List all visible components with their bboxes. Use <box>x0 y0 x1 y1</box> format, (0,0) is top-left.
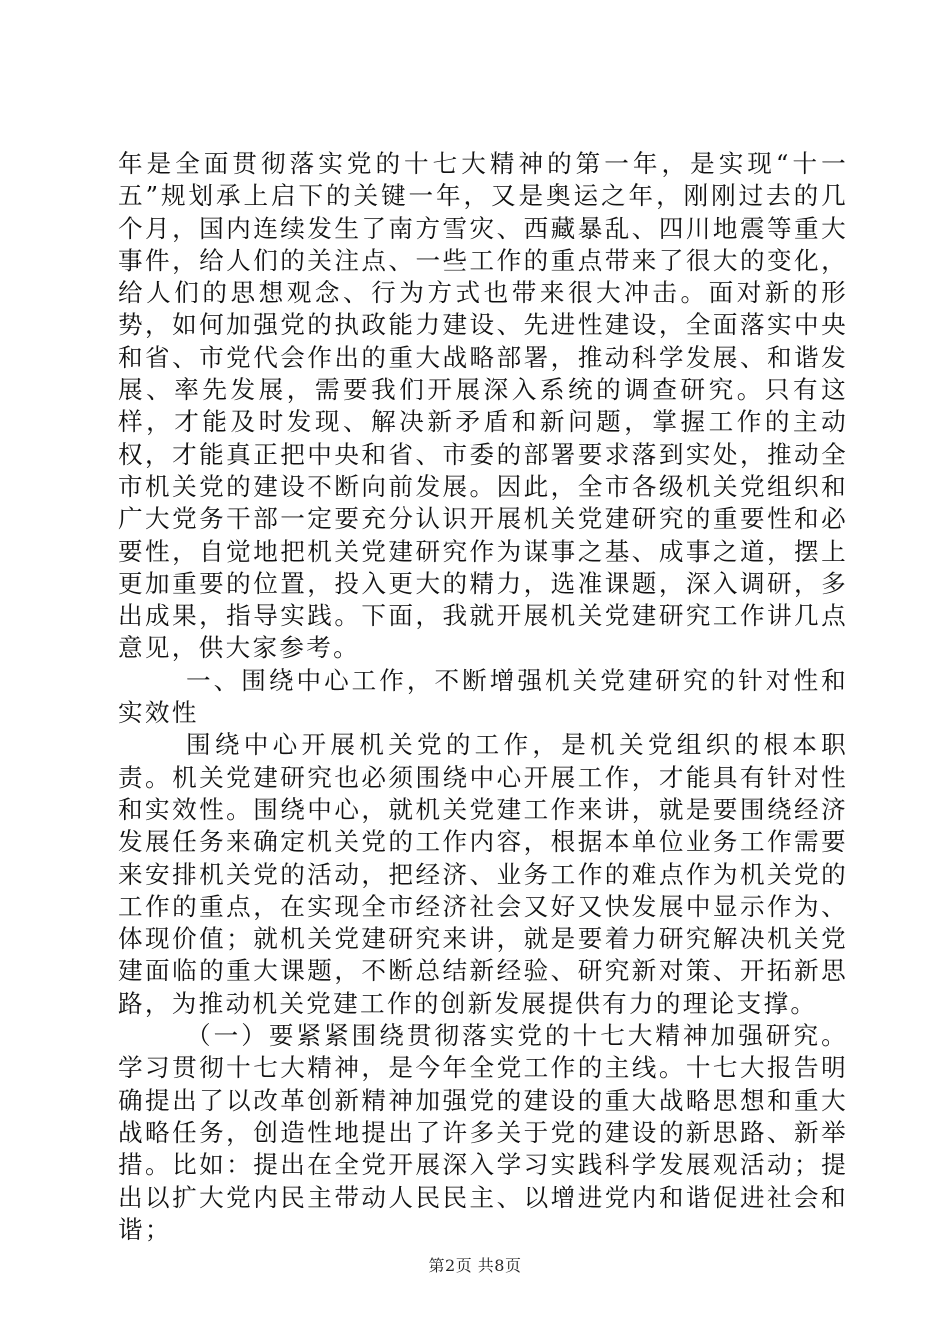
paragraph-center-work: 围绕中心开展机关党的工作，是机关党组织的根本职责。机关党建研究也必须围绕中心开展工作，才能具有针对性和实效性。围绕中心，就机关党建工作来讲，就是要围绕经济发展任务来确定机关党的工作内容，根据本单位业务工作需要来安排机关党的活动，把经济、业务工作的难点作为机关党的工作的重点，在实现全市经济社会又好又快发展中显示作为、体现价值；就机关党建研究来讲，就是要着力研究解决机关党建面临的重大课题，不断总结新经验、研究新对策、开拓新思路，为推动机关党建工作的创新发展提供有力的理论支撑。 <box>118 730 848 1018</box>
paragraph-subsection-one: （一）要紧紧围绕贯彻落实党的十七大精神加强研究。学习贯彻十七大精神，是今年全党工作的主线。十七大报告明确提出了以改革创新精神加强党的建设的重大战略思想和重大战略任务，创造性地提出了许多关于党的建设的新思路、新举措。比如：提出在全党开展深入学习实践科学发展观活动；提出以扩大党内民主带动人民民主、以增进党内和谐促进社会和谐； <box>118 1021 848 1244</box>
document-body <box>118 148 848 1246</box>
page-number-footer: 第2页 共8页 <box>428 1256 522 1275</box>
section-heading: 一、围绕中心工作，不断增强机关党建研究的针对性和实效性 <box>118 665 848 728</box>
paragraph-continuation: 年是全面贯彻落实党的十七大精神的第一年，是实现“十一五”规划承上启下的关键一年，又是奥运之年，刚刚过去的几个月，国内连续发生了南方雪灾、西藏暴乱、四川地震等重大事件，给人们的关注点、一些工作的重点带来了很大的变化，给人们的思想观念、行为方式也带来很大冲击。面对新的形势，如何加强党的执政能力建设、先进性建设，全面落实中央和省、市党代会作出的重大战略部署，推动科学发展、和谐发展、率先发展，需要我们开展深入系统的调查研究。只有这样，才能及时发现、解决新矛盾和新问题，掌握工作的主动权，才能真正把中央和省、市委的部署要求落到实处，推动全市机关党的建设不断向前发展。因此，全市各级机关党组织和广大党务干部一定要充分认识开展机关党建研究的重要性和必要性，自觉地把机关党建研究作为谋事之基、成事之道，摆上更加重要的位置，投入更大的精力，选准课题，深入调研，多出成果，指导实践。下面，我就开展机关党建研究工作讲几点意见，供大家参考。 <box>118 149 848 663</box>
